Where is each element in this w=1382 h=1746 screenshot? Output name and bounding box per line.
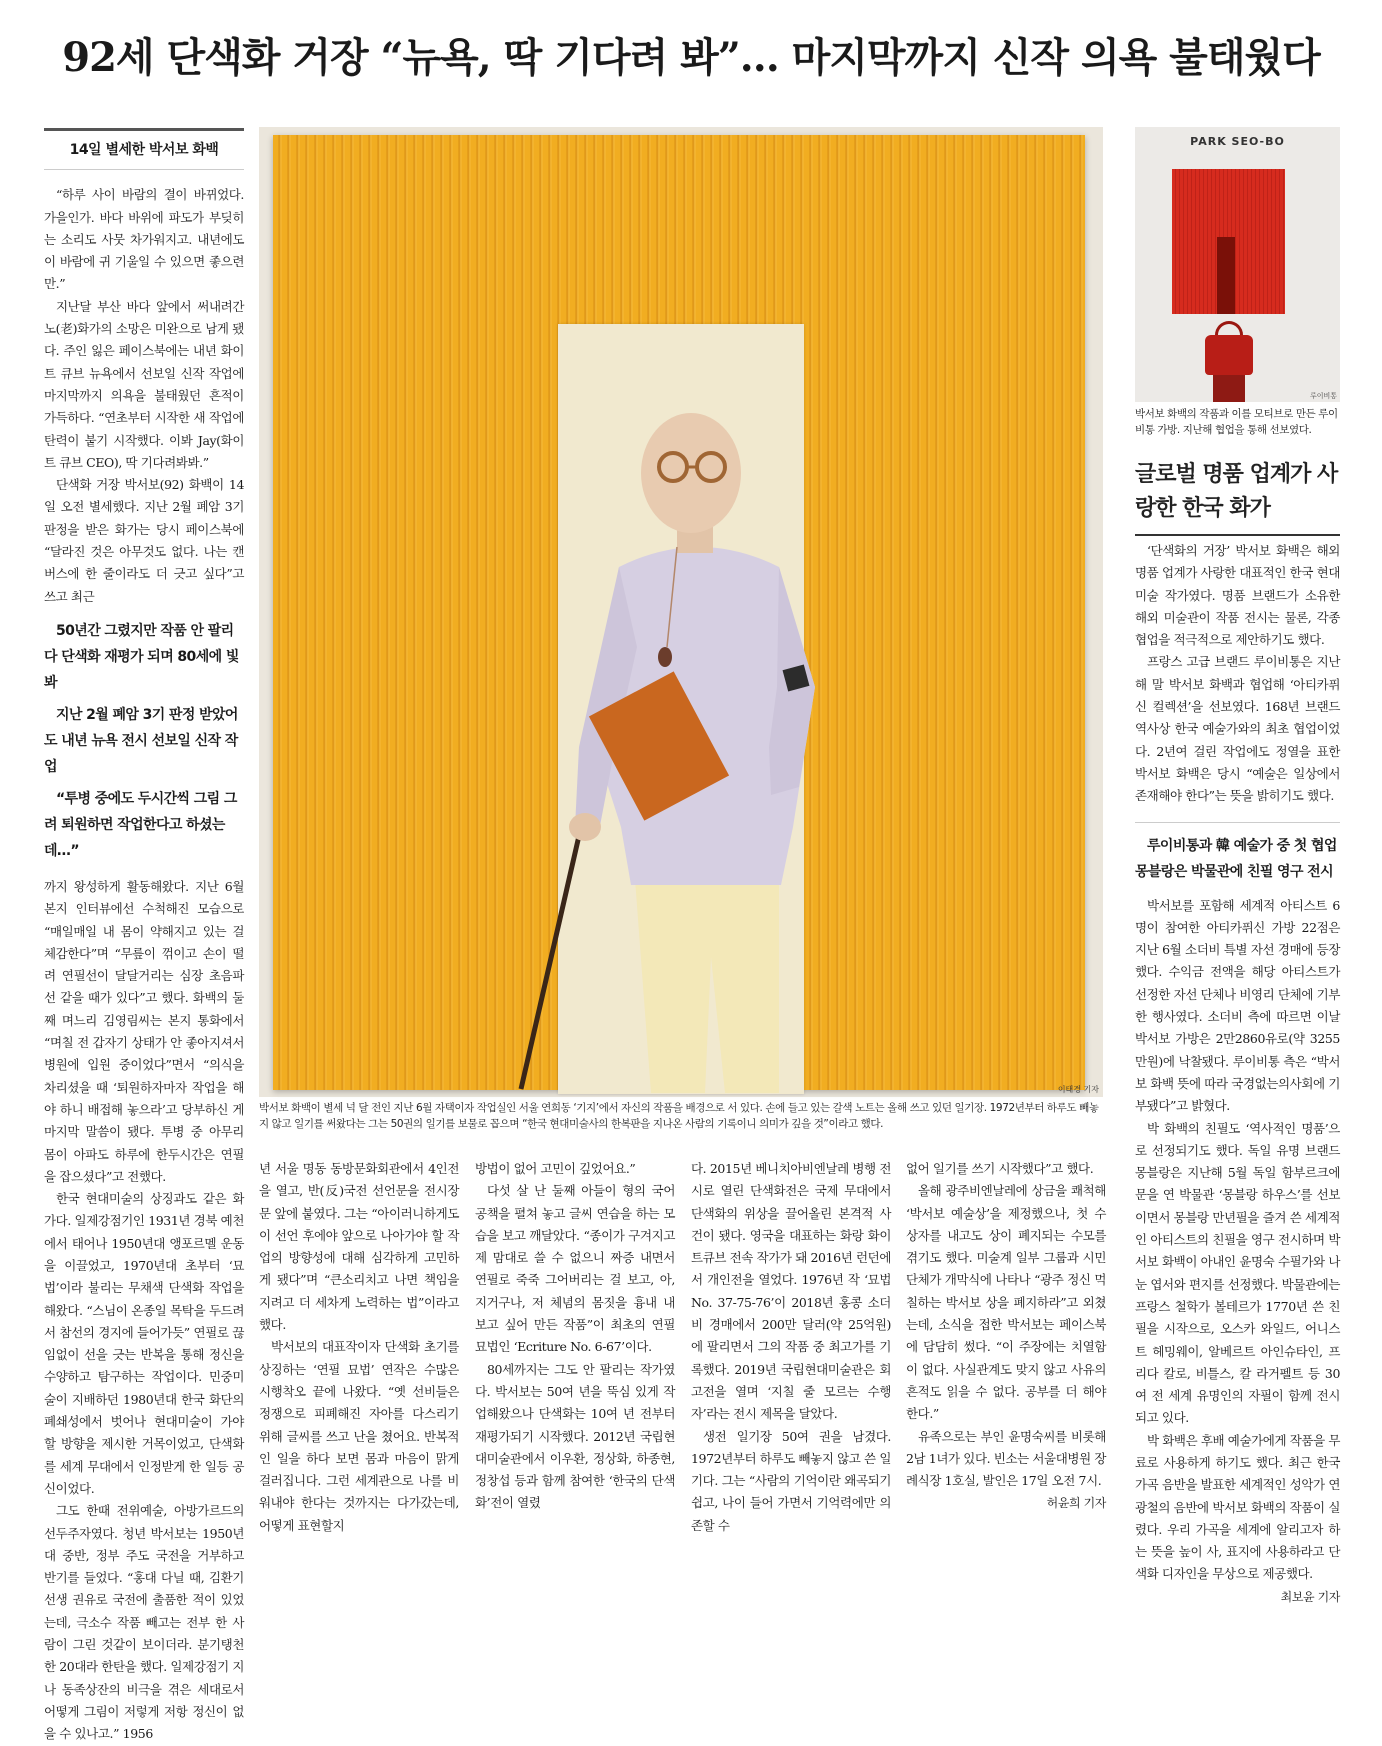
section-tag: 14일 별세한 박서보 화백 (44, 128, 244, 170)
brand-sign: PARK SEO-BO (1190, 135, 1285, 148)
handbag-icon (1205, 335, 1253, 375)
photo-caption: 박서보 화백이 별세 넉 달 전인 지난 6월 자택이자 작업실인 서울 연희동 ‘기지’에서 자신의 작품을 배경으로 서 있다. 손에 들고 있는 갈색 노트는 올해 쓰고 있던 일기장. 1972년부터 하루도 빼놓지 않고 일기를 써왔다는 그는 50권의 일기를 보물로 꼽으며 “한국 현대미술사의 한복판을 지나온 사람의 기록이니 의미가 깊을 것”이라고 했다. (259, 1102, 1099, 1130)
headline: 92세 단색화 거장 “뉴욕, 딱 기다려 봐”… 마지막까지 신작 의욕 불태웠다 (62, 34, 1320, 81)
photo-credit: 이태경 기자 (1057, 1085, 1099, 1094)
subhead: 50년간 그렸지만 작품 안 팔리다 단색화 재평가 되며 80세에 빛 봐 (44, 622, 239, 691)
left-column (44, 128, 244, 1746)
article-paragraph: 방법이 없어 고민이 깊었어요.” (475, 1161, 636, 1176)
article-paragraph: 단색화 거장 박서보(92) 화백이 14일 오전 별세했다. 지난 2월 폐암 3기 판정을 받은 화가는 당시 페이스북에 “달라진 것은 아무것도 없다. 나는 캔버스에 한 줄이라도 더 긋고 싶다”고 쓰고 최근 (44, 477, 244, 604)
red-painting (1172, 169, 1285, 314)
article-paragraph: 다. 2015년 베니치아비엔날레 병행 전시로 열린 단색화전은 국제 무대에서 단색화의 위상을 끌어올린 본격적 사건이 됐다. 영국을 대표하는 화랑 화이트큐브 전속 작가가 돼 2016년 런던에서 개인전을 열었다. 1976년 작 ‘묘법 No. 37-75-76’이 2018년 홍콩 소더비 경매에서 200만 달러(약 25억원)에 팔리면서 그의 작품 중 최고가를 기록했다. 2019년 국립현대미술관은 회고전을 열며 ‘지칠 줄 모르는 수행자’라는 전시 제목을 달았다. (691, 1161, 891, 1422)
article-paragraph: 박 화백은 후배 예술가에게 작품을 무료로 사용하게 하기도 했다. 최근 한국 가곡 음반을 발표한 세계적인 성악가 연광철의 음반에 박서보 화백의 작품이 실렸다. 우리 가곡을 세계에 알리고자 하는 뜻을 높이 사, 표지에 사용하라고 단색화 디자인을 무상으로 제공했다. (1135, 1432, 1340, 1582)
bag-stand (1213, 375, 1245, 402)
article-paragraph: 유족으로는 부인 윤명숙씨를 비롯해 2남 1녀가 있다. 빈소는 서울대병원 장례식장 1호실, 발인은 17일 오전 7시. (906, 1428, 1106, 1489)
article-paragraph: ‘단색화의 거장’ 박서보 화백은 해외 명품 업계가 사랑한 대표적인 한국 현대 미술 작가였다. 명품 브랜드가 소유한 해외 미술관이 작품 전시는 물론, 각종 협업을 적극적으로 제안하기도 했다. (1135, 543, 1340, 648)
article-paragraph: 올해 광주비엔날레에 상금을 쾌척해 ‘박서보 예술상’을 제정했으나, 첫 수상자를 내고도 상이 폐지되는 수모를 겪기도 했다. 미술계 일부 그룹과 시민 단체가 개막식에 나타나 “광주 정신 먹칠하는 박서보 상을 폐지하라”고 외쳤는데, 소식을 접한 박서보는 페이스북에 담담히 썼다. “이 주장에는 치열함이 없다. 사실관계도 맞지 않고 사유의 흔적도 읽을 수 없다. 공부를 더 해야 한다.” (906, 1183, 1106, 1422)
subhead: 지난 2월 폐암 3기 판정 받았어도 내년 뉴욕 전시 선보일 신작 작업 (44, 706, 238, 775)
bottom-column-4 (906, 1158, 1106, 1515)
bottom-column-3 (691, 1158, 891, 1537)
byline: 최보윤 기자 (1280, 1589, 1340, 1604)
sidebar-title: 글로벌 명품 업계가 사랑한 한국 화가 (1135, 458, 1340, 536)
cane-icon (521, 827, 581, 1089)
subhead: “투병 중에도 두시간씩 그림 그려 퇴원하면 작업한다고 하셨는데…” (44, 790, 237, 859)
article-paragraph: 한국 현대미술의 상징과도 같은 화가다. 일제강점기인 1931년 경북 예천에서 태어나 1950년대 앵포르멜 운동을 이끌었고, 1970년대 초부터 ‘묘법’이라 불리는 무채색 단색화 작업을 해왔다. “스님이 온종일 목탁을 두드려서 참선의 경지에 들어가듯” 연필로 끊임없이 선을 긋는 반복을 통해 정신을 수양하고 탐구하는 작업이다. 민중미술이 지배하던 1980년대 한국 화단의 폐쇄성에서 벗어나 현대미술이 가야 할 방향을 제시한 거목이었고, 단색화를 세계 무대에서 인정받게 한 일등 공신이었다. (44, 1191, 244, 1496)
bottom-column-2 (475, 1158, 675, 1515)
byline: 허윤희 기자 (1046, 1496, 1106, 1511)
article-paragraph: 박 화백의 친필도 ‘역사적인 명품’으로 선정되기도 했다. 독일 유명 브랜드 몽블랑은 지난해 5월 독일 함부르크에 문을 연 박물관 ‘몽블랑 하우스’를 선보이면서 몽블랑 만년필을 즐겨 쓴 세계적인 아티스트의 친필을 영구 전시하며 박서보 화백이 아내인 윤명숙 수필가와 나눈 엽서와 편지를 선정했다. 박물관에는 프랑스 철학가 볼테르가 1770년 쓴 친필을 시작으로, 오스카 와일드, 어니스트 헤밍웨이, 알베르트 아인슈타인, 프리다 칼로, 비틀스, 칼 라거펠트 등 30여 전 세계 유명인의 자필이 함께 전시되고 있다. (1135, 1120, 1340, 1426)
bottom-column-1 (259, 1158, 459, 1537)
article-paragraph: 프랑스 고급 브랜드 루이비통은 지난해 말 박서보 화백과 협업해 ‘아티카퓌신 컬렉션’을 선보였다. 168년 브랜드 역사상 한국 예술가와의 최초 협업이었다. 2년여 걸린 작업에도 정열을 표한 박서보 화백은 당시 “예술은 일상에서 존재해야 한다”는 뜻을 밝히기도 했다. (1135, 654, 1340, 804)
head (641, 413, 741, 533)
article-paragraph: 없어 일기를 쓰기 시작했다”고 했다. (906, 1161, 1094, 1176)
artist-figure (259, 127, 1103, 1097)
right-column (1135, 540, 1340, 1608)
subheads (44, 618, 244, 864)
article-paragraph: 지난달 부산 바다 앞에서 써내려간 노(老)화가의 소망은 미완으로 남게 됐다. 주인 잃은 페이스북에는 내년 화이트 큐브 뉴욕에서 선보일 신작 작업에 마지막까지 의욕을 불태웠던 흔적이 가득하다. “연초부터 시작한 새 작업에 탄력이 붙기 시작했다. 이봐 Jay(화이트 큐브 CEO), 딱 기다려봐봐.” (44, 298, 244, 470)
photo-credit: 루이비통 (1309, 392, 1337, 400)
subhead: 루이비통과 韓 예술가 중 첫 협업 몽블랑은 박물관에 친필 영구 전시 (1135, 822, 1340, 885)
right-photo (1135, 127, 1340, 402)
article-paragraph: 생전 일기장 50여 권을 남겼다. 1972년부터 하루도 빼놓지 않고 쓴 일기다. 그는 “사람의 기억이란 왜곡되기 쉽고, 나이 들어 가면서 기억력에만 의존할 수 (691, 1428, 891, 1533)
article-paragraph: “하루 사이 바람의 결이 바뀌었다. 가을인가. 바다 바위에 파도가 부딪히는 소리도 사뭇 차가워지고. 내년에도 이 바람에 귀 기울일 수 있으면 좋으련만.” (44, 187, 244, 292)
main-photo (259, 127, 1103, 1097)
article-paragraph: 그도 한때 전위예술, 아방가르드의 선두주자였다. 청년 박서보는 1950년대 중반, 정부 주도 국전을 거부하고 반기를 들었다. “홍대 다닐 때, 김환기 선생 권유로 국전에 출품한 적이 있었는데, 극소수 작품 빼고는 전부 한 사람이 그린 것같이 보이더라. 분기탱천한 20대라 한탄을 했다. 일제강점기 지나 동족상잔의 비극을 겪은 세대로서 어떻게 그림이 저렇게 저항 정신이 없을 수 있나고.” 1956 (44, 1503, 244, 1742)
right-photo-caption: 박서보 화백의 작품과 이를 모티브로 만든 루이비통 가방. 지난해 협업을 통해 선보였다. (1135, 408, 1338, 436)
article-paragraph: 80세까지는 그도 안 팔리는 작가였다. 박서보는 50여 년을 뚝심 있게 작업해왔으나 단색화는 10여 년 전부터 재평가되기 시작했다. 2012년 국립현대미술관에서 이우환, 정상화, 하종현, 정창섭 등과 함께 참여한 ‘한국의 단색화’전이 열렸 (475, 1361, 675, 1511)
article-paragraph: 다섯 살 난 둘째 아들이 형의 국어 공책을 펼쳐 놓고 글씨 연습을 하는 모습을 보고 깨달았다. “종이가 구겨지고 제 맘대로 쓸 수 없으니 짜증 내면서 연필로 죽죽 그어버리는 걸 보고, 아, 지거구나, 저 체념의 몸짓을 흉내 내 보고 싶어 만든 작품”이 최초의 연필 묘법인 ‘Ecriture No. 6-67’이다. (475, 1183, 675, 1355)
article-paragraph: 박서보를 포함해 세계적 아티스트 6명이 참여한 아티카퓌신 가방 22점은 지난 6월 소더비 특별 자선 경매에 등장했다. 수익금 전액을 해당 아티스트가 선정한 자선 단체나 비영리 단체에 기부한 행사였다. 소더비 측에 따르면 이날 박서보 가방은 2만2860유로(약 3255만원)에 낙찰됐다. 루이비통 측은 “박서보 화백 뜻에 따라 국경없는의사회에 기부됐다”고 밝혔다. (1135, 897, 1340, 1114)
article-paragraph: 년 서울 명동 동방문화회관에서 4인전을 열고, 반(反)국전 선언문을 전시장 문 앞에 붙였다. 그는 “아이러니하게도 이 선언 후에야 앞으로 나아가야 할 작업의 방향성에 대해 심각하게 고민하게 됐다”며 “큰소리치고 나면 책임을 지려고 더 세차게 노력하는 법”이라고 했다. (259, 1161, 459, 1333)
article-paragraph: 까지 왕성하게 활동해왔다. 지난 6월 본지 인터뷰에선 수척해진 모습으로 “매일매일 내 몸이 약해지고 있는 걸 체감한다”며 “무릎이 꺾이고 손이 떨려 연필선이 달달거리는 심장 초음파 선 같을 때가 있다”고 했다. 화백의 둘째 며느리 김영림씨는 본지 통화에서 “며칠 전 갑자기 상태가 안 좋아지셔서 병원에 입원 중이었다”면서 “의식을 차리셨을 때 ‘퇴원하자마자 작업을 해야 하니 배접해 놓으라’고 당부하신 게 마지막 말씀이 됐다. 투병 중 아무리 몸이 아파도 하루에 한두시간은 연필을 잡으셨다”고 전했다. (44, 878, 244, 1184)
article-paragraph: 박서보의 대표작이자 단색화 초기를 상징하는 ‘연필 묘법’ 연작은 수많은 시행착오 끝에 나왔다. “옛 선비들은 정쟁으로 피폐해진 자아를 다스리기 위해 글씨를 쓰고 난을 쳤어요. 반복적인 일을 하다 보면 몸과 마음이 맑게 걸러집니다. 그런 세계관으로 나를 비워내야 한다는 것까지는 다가갔는데, 어떻게 표현할지 (259, 1339, 459, 1533)
